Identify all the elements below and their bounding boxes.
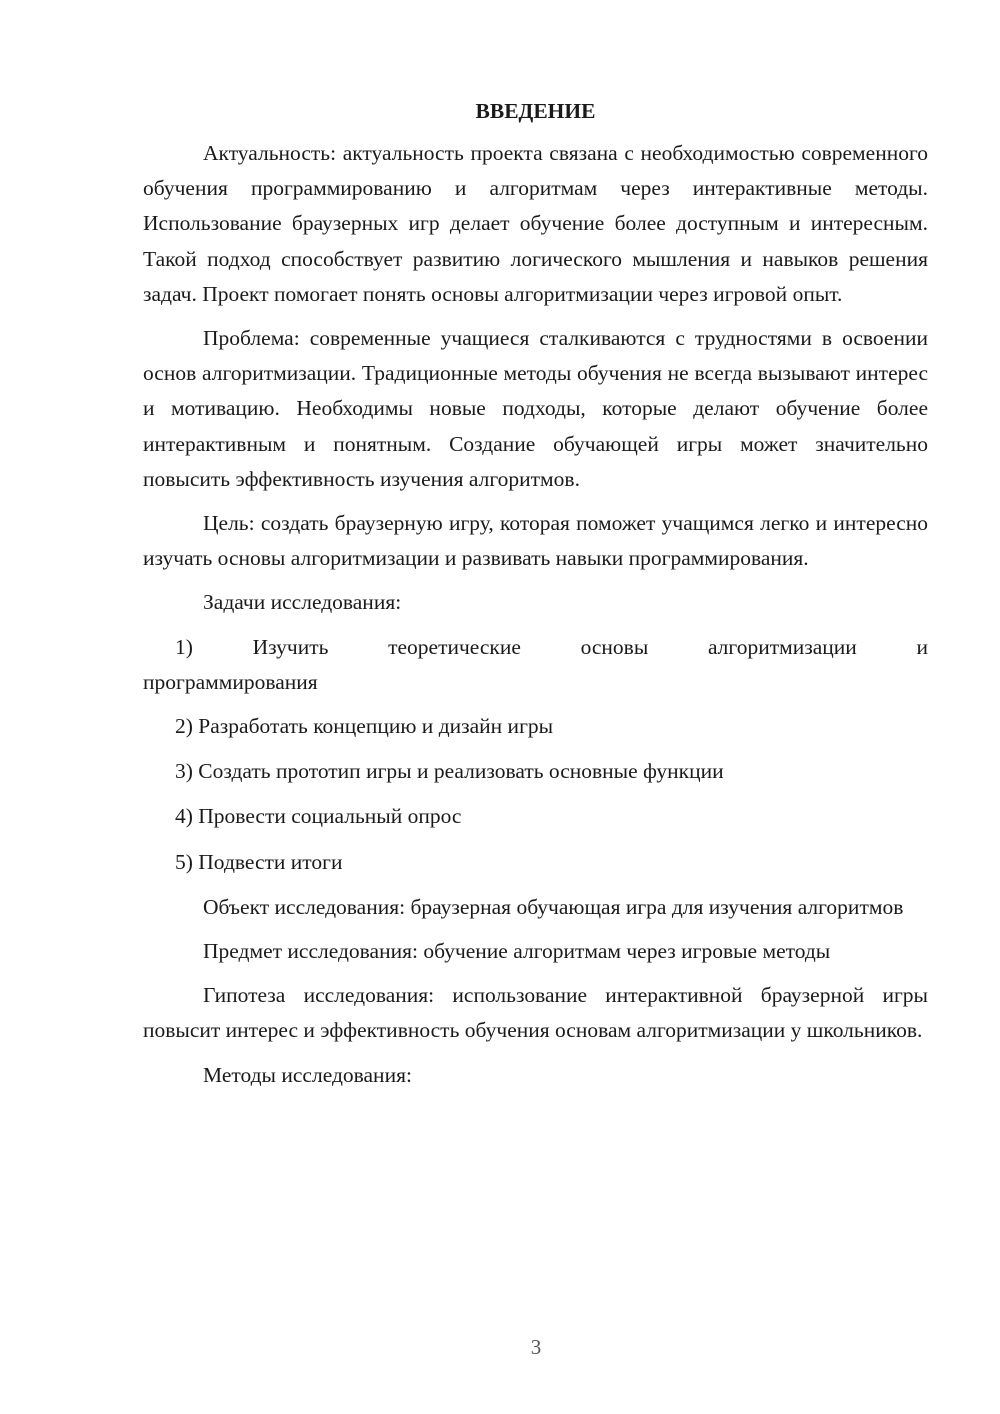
tasks-title: Задачи исследования: [203,590,402,615]
task-item-1-word: Изучить [252,634,329,659]
task-item-1-continuation: программирования [143,669,318,694]
task-item-1-first-line [143,630,928,665]
task-item-3: 3) Создать прототип игры и реализовать основные функции [175,759,724,784]
subject-paragraph: Предмет исследования: обучение алгоритмам через игровые методы [203,939,831,964]
object-paragraph: Объект исследования: браузерная обучающая игра для изучения алгоритмов [203,894,904,919]
task-item-1-word: основы [580,634,649,659]
task-item-1-word: 1) [175,634,193,659]
task-item-4: 4) Провести социальный опрос [175,804,462,829]
task-item-1 [143,630,928,700]
section-heading: ВВЕДЕНИЕ [475,99,596,123]
hypothesis-paragraph: Гипотеза исследования: использование интерактивной браузерной игры повысит интерес и эффективность обучения основам алгоритмизации у школьников. [143,983,928,1043]
goal-paragraph: Цель: создать браузерную игру, которая поможет учащимся легко и интересно изучать основы алгоритмизации и развивать навыки программирования. [143,511,928,571]
task-item-2: 2) Разработать концепцию и дизайн игры [175,714,554,739]
task-item-5: 5) Подвести итоги [175,849,343,874]
task-item-1-word: теоретические [388,634,521,659]
page-number: 3 [530,1335,542,1359]
page-content [143,96,928,1102]
relevance-paragraph: Актуальность: актуальность проекта связана с необходимостью современного обучения программированию и алгоритмам через интерактивные методы. Использование браузерных игр делает обучение более доступным и интересным. Такой подход способствует развитию логического мышления и навыков решения задач. Проект помогает понять основы алгоритмизации через игровой опыт. [143,141,928,306]
problem-paragraph: Проблема: современные учащиеся сталкиваются с трудностями в освоении основ алгоритмизации. Традиционные методы обучения не всегда вызывают интерес и мотивацию. Необходимы новые подходы, которые делают обучение более интерактивным и понятным. Создание обучающей игры может значительно повысить эффективность изучения алгоритмов. [143,326,928,491]
task-item-1-word: и [916,634,928,659]
methods-title: Методы исследования: [203,1062,412,1087]
task-item-1-word: алгоритмизации [707,634,857,659]
